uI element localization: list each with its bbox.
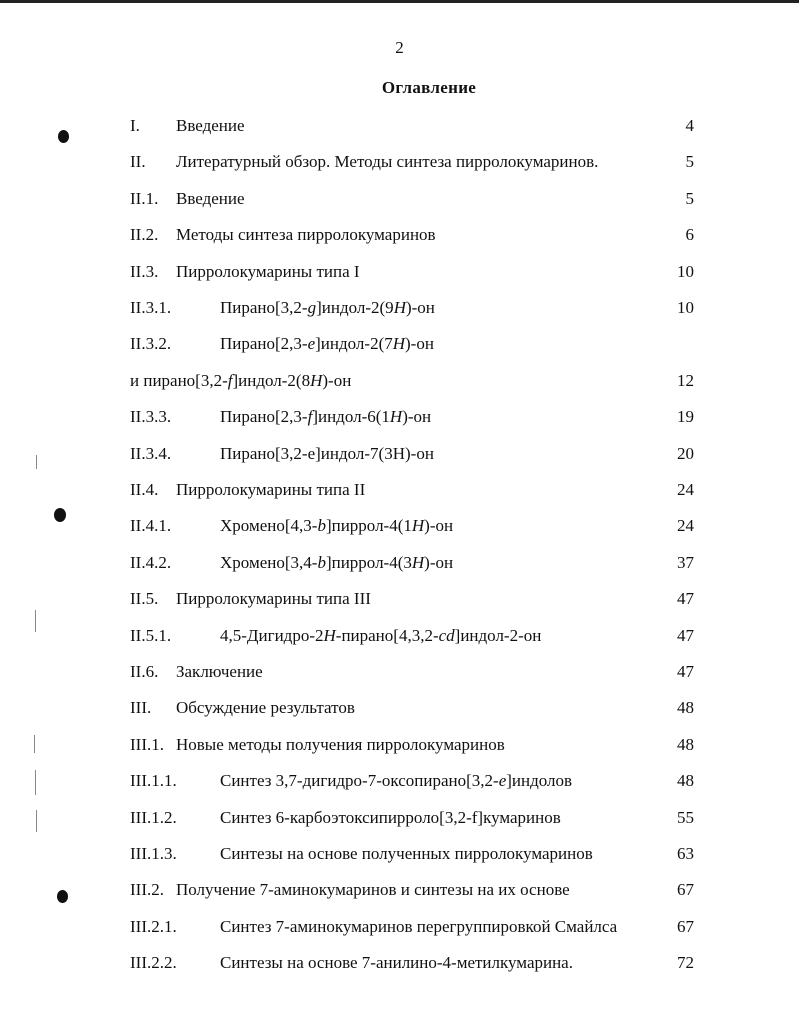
toc-entry	[0, 552, 799, 574]
toc-entry	[0, 770, 799, 792]
toc-entry	[0, 443, 799, 465]
toc-entry-page: 24	[677, 516, 694, 536]
scan-scratch	[36, 455, 37, 469]
toc-entry-number: II.3.1.	[130, 298, 172, 317]
toc-entry-title: Синтез 6-карбоэтоксипирроло[3,2-f]кумаринов	[220, 807, 561, 827]
toc-entry	[0, 333, 799, 355]
toc-entry	[0, 151, 799, 173]
toc-entry-number: II.5.1.	[130, 625, 172, 645]
toc-entry-page: 48	[677, 771, 694, 791]
scan-scratch	[34, 735, 35, 753]
toc-entry-title: Пирролокумарины типа I	[176, 261, 360, 281]
toc-entry-title: Хромено[4,3-b]пиррол-4(1H)-он	[220, 516, 454, 536]
toc-entry-number: III.	[130, 698, 152, 718]
toc-entry-page: 67	[677, 916, 694, 936]
toc-entry-number: III.1.1.	[130, 771, 177, 791]
toc-entry-title: Синтез 7-аминокумаринов перегруппировкой Смайлса	[220, 916, 618, 936]
toc-entry-page: 48	[677, 698, 694, 718]
toc-entry-number: I.	[130, 116, 140, 135]
toc-entry-page: 19	[677, 407, 694, 427]
scan-speck	[54, 508, 66, 522]
toc-entry-page: 10	[677, 261, 694, 281]
toc-entry-number: II.5.	[130, 589, 159, 609]
toc-entry-page: 12	[677, 370, 694, 390]
toc-entry-number: II.2.	[130, 225, 159, 245]
toc-entry-title: Заключение	[176, 662, 263, 681]
toc-entry-page: 48	[677, 734, 694, 754]
toc-entry-title: и пирано[3,2-f]индол-2(8H)-он	[130, 370, 352, 390]
toc-entry-title: Введение	[176, 188, 245, 208]
toc-entry-page: 63	[677, 844, 694, 863]
toc-entry-page: 4	[685, 116, 694, 135]
scan-scratch	[35, 770, 36, 795]
toc-entry-page: 47	[677, 625, 694, 645]
toc-entry-number: III.1.	[130, 734, 164, 754]
toc-entry-number: III.2.2.	[130, 953, 177, 973]
toc-entry-title: Синтезы на основе полученных пирролокумаринов	[220, 844, 593, 863]
toc-entry-page: 55	[677, 807, 694, 827]
toc-entry	[0, 261, 799, 283]
toc-entry-page: 47	[677, 662, 694, 681]
toc-entry	[0, 115, 799, 137]
toc-entry-number: III.1.2.	[130, 807, 177, 827]
toc-entry-page: 24	[677, 480, 694, 499]
toc-entry	[0, 188, 799, 210]
toc-entry-page: 20	[677, 443, 694, 463]
toc-entry-title: 4,5-Дигидро-2H-пирано[4,3,2-cd]индол-2-он	[220, 625, 542, 645]
toc-entry-title: Синтез 3,7-дигидро-7-оксопирано[3,2-e]индолов	[220, 771, 573, 791]
toc-entry-title: Пирролокумарины типа III	[176, 589, 371, 609]
toc-entry-number: III.1.3.	[130, 844, 177, 863]
toc-entry-page: 5	[685, 152, 694, 172]
scan-scratch	[36, 810, 37, 832]
toc-entry-number: II.4.2.	[130, 552, 172, 572]
toc-entry	[0, 734, 799, 756]
toc-entry	[0, 224, 799, 246]
toc-entry-page: 72	[677, 953, 694, 973]
toc-entry-number: II.4.	[130, 480, 159, 499]
toc-entry-title: Обсуждение результатов	[176, 698, 355, 718]
toc-entry	[0, 588, 799, 610]
toc-entry	[0, 916, 799, 938]
toc-entry-page: 6	[685, 225, 694, 245]
toc-entry-title: Пирролокумарины типа II	[176, 480, 366, 499]
scan-speck	[57, 890, 68, 903]
toc-entry-page: 37	[677, 552, 694, 572]
toc-entry	[0, 625, 799, 647]
scan-speck	[58, 130, 69, 143]
toc-entry-title: Получение 7-аминокумаринов и синтезы на их основе	[176, 880, 570, 900]
toc-entry	[0, 406, 799, 428]
toc-entry-title: Пирано[2,3-e]индол-2(7H)-он	[220, 334, 434, 354]
toc-entry-page: 67	[677, 880, 694, 900]
toc-entry-title: Синтезы на основе 7-анилино-4-метилкумарина.	[220, 953, 573, 973]
toc-entry	[0, 843, 799, 865]
scan-scratch	[35, 610, 36, 632]
page-number: 2	[395, 38, 404, 57]
toc-title: Оглавление	[381, 78, 477, 97]
toc-entry-title: Пирано[3,2-e]индол-7(3H)-он	[220, 443, 434, 463]
toc-entry-title: Пирано[3,2-g]индол-2(9H)-он	[220, 298, 435, 317]
toc-entry-title: Литературный обзор. Методы синтеза пирролокумаринов.	[176, 152, 599, 172]
toc-entry-number: II.	[130, 152, 146, 172]
toc-entry	[0, 879, 799, 901]
toc-entry-number: III.2.	[130, 880, 164, 900]
toc-entry-number: II.6.	[130, 662, 159, 681]
toc-entry-title: Методы синтеза пирролокумаринов	[176, 225, 436, 245]
toc-entry-number: II.4.1.	[130, 516, 172, 536]
toc-entry	[0, 370, 799, 392]
toc-entry-number: II.3.4.	[130, 443, 172, 463]
toc-entry-title: Введение	[176, 116, 245, 135]
toc-entry	[0, 807, 799, 829]
toc-entry	[0, 515, 799, 537]
toc-entry-number: III.2.1.	[130, 916, 177, 936]
toc-entry-number: II.3.3.	[130, 407, 172, 427]
toc-entry-title: Пирано[2,3-f]индол-6(1H)-он	[220, 407, 432, 427]
toc-entry	[0, 661, 799, 683]
toc-entry-number: II.3.2.	[130, 334, 172, 354]
toc-entry-title: Хромено[3,4-b]пиррол-4(3H)-он	[220, 552, 454, 572]
toc-entry-page: 5	[685, 188, 694, 208]
toc-entry-page: 47	[677, 589, 694, 609]
toc-entry-page: 10	[677, 298, 694, 317]
toc-entry	[0, 297, 799, 319]
toc-entry	[0, 952, 799, 974]
toc-entry-title: Новые методы получения пирролокумаринов	[176, 734, 505, 754]
toc-entry-number: II.3.	[130, 261, 159, 281]
toc-entry	[0, 479, 799, 501]
toc-entry-number: II.1.	[130, 188, 159, 208]
toc-entry	[0, 697, 799, 719]
